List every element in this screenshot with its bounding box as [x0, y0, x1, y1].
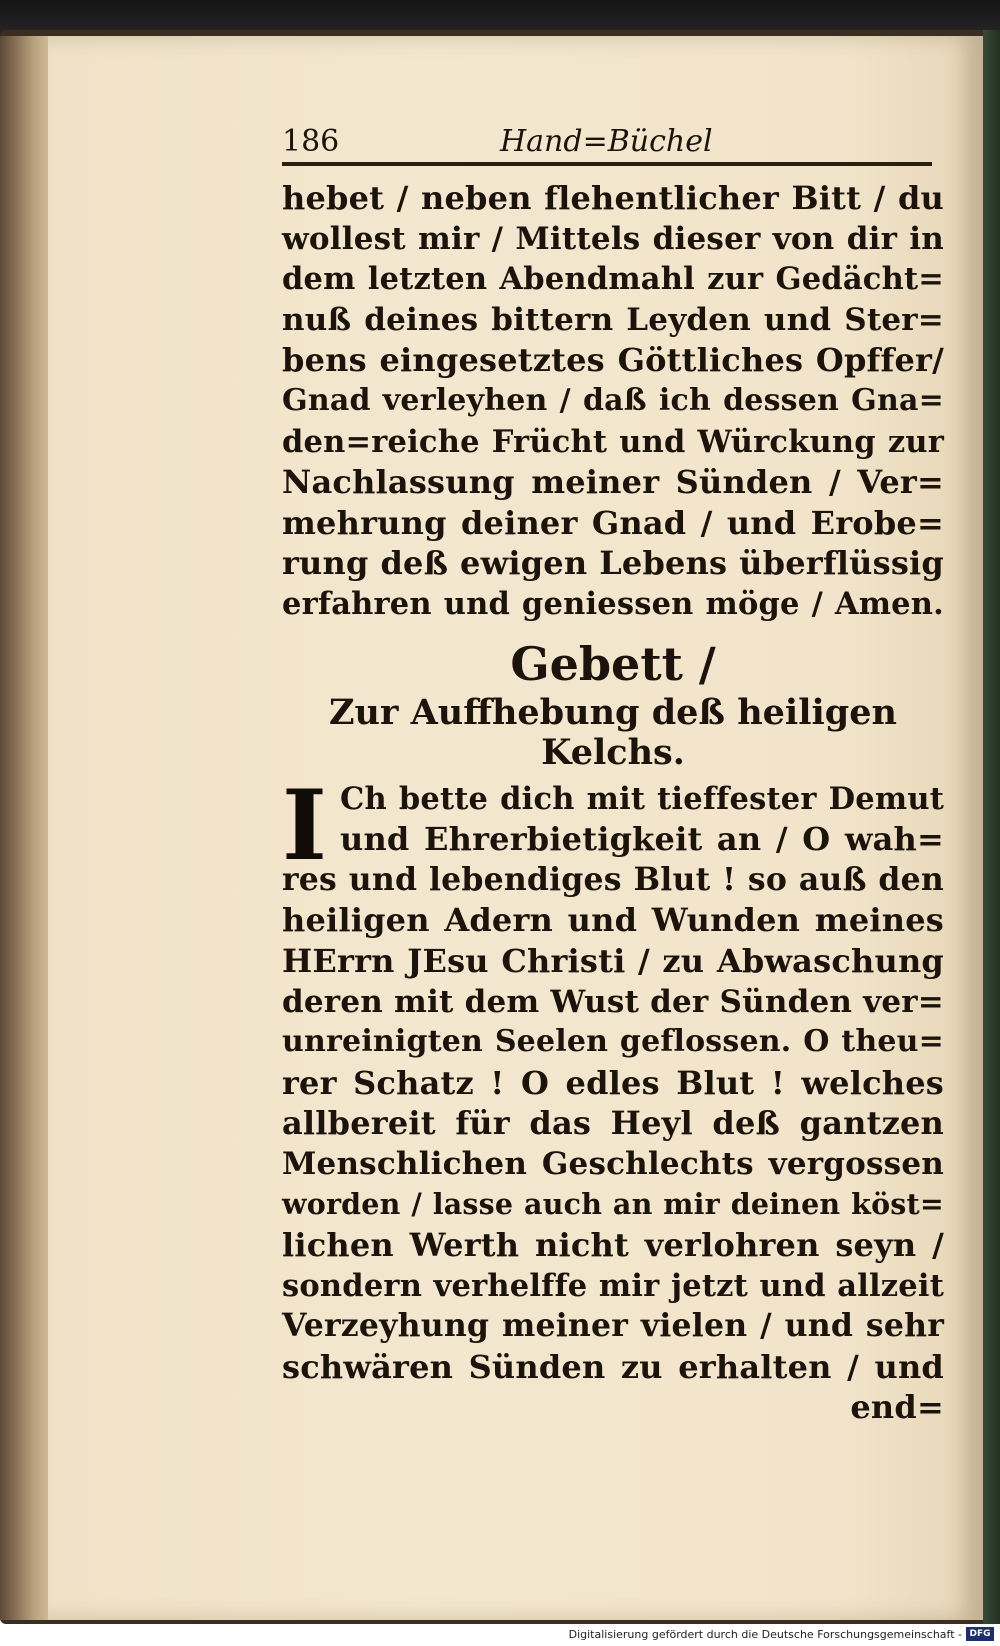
text-line: und Ehrerbietigkeit an / O wah= [340, 820, 944, 859]
text-block [282, 118, 944, 1428]
page-header [282, 118, 944, 164]
header-rule [282, 162, 932, 166]
text-line: hebet / neben flehentlicher Bitt / du [282, 179, 944, 217]
text-line: heiligen Adern und Wunden meines [282, 901, 944, 940]
text-line: dem letzten Abendmahl zur Gedächt= [282, 261, 944, 298]
paragraph-2 [282, 768, 944, 1429]
text-line: allbereit für das Heyl deß gantzen [282, 1104, 944, 1143]
drop-cap: I [282, 768, 327, 882]
page-gutter [0, 36, 48, 1620]
prayer-subtitle-line-1: Zur Auffhebung deß heiligen [329, 691, 897, 733]
prayer-subtitle-line-2: Kelchs. [541, 731, 685, 773]
text-line: Verzeyhung meiner vielen / und sehr [282, 1307, 944, 1345]
page-right-edge [983, 30, 1000, 1624]
text-line: unreinigten Seelen geflossen. O theu= [282, 1024, 944, 1060]
text-line: lichen Werth nicht verlohren seyn / [282, 1226, 944, 1265]
text-line: Menschlichen Geschlechts vergossen [282, 1145, 944, 1182]
text-line: worden / lasse auch an mir deinen köst= [282, 1187, 944, 1222]
running-head: Hand=Büchel [500, 124, 713, 159]
paragraph-1 [282, 178, 944, 625]
text-line: den=reiche Frücht und Würckung zur [282, 423, 944, 460]
text-line: bens eingesetztes Göttliches Opffer/ [282, 341, 944, 380]
text-line: nuß deines bittern Leyden und Ster= [282, 301, 944, 338]
text-line: rer Schatz ! O edles Blut ! welches [282, 1063, 944, 1102]
text-line: rung deß ewigen Lebens überflüssig [282, 544, 944, 583]
funding-credit: Digitalisierung gefördert durch die Deutsche Forschungsgemeinschaft - [568, 1628, 962, 1641]
dfg-logo: DFG [966, 1627, 994, 1641]
text-line: Nachlassung meiner Sünden / Ver= [282, 463, 944, 502]
text-line: sondern verhelffe mir jetzt und allzeit [282, 1267, 944, 1304]
text-line: res und lebendiges Blut ! so auß den [282, 860, 944, 898]
page-number: 186 [282, 124, 340, 159]
prayer-title: Gebett / [510, 636, 716, 691]
text-line: HErrn JEsu Christi / zu Abwaschung [282, 941, 944, 980]
text-line: mehrung deiner Gnad / und Erobe= [282, 503, 944, 542]
text-line: wollest mir / Mittels dieser von dir in [282, 220, 944, 257]
text-line: deren mit dem Wust der Sünden ver= [282, 983, 944, 1020]
text-line: erfahren und geniessen möge / Amen. [282, 585, 944, 622]
text-line: Gnad verleyhen / daß ich dessen Gna= [282, 382, 944, 418]
text-line: Ch bette dich mit tieffester Demut [340, 780, 944, 817]
text-line: schwären Sünden zu erhalten / und [282, 1347, 944, 1386]
catchword: end= [850, 1388, 944, 1427]
